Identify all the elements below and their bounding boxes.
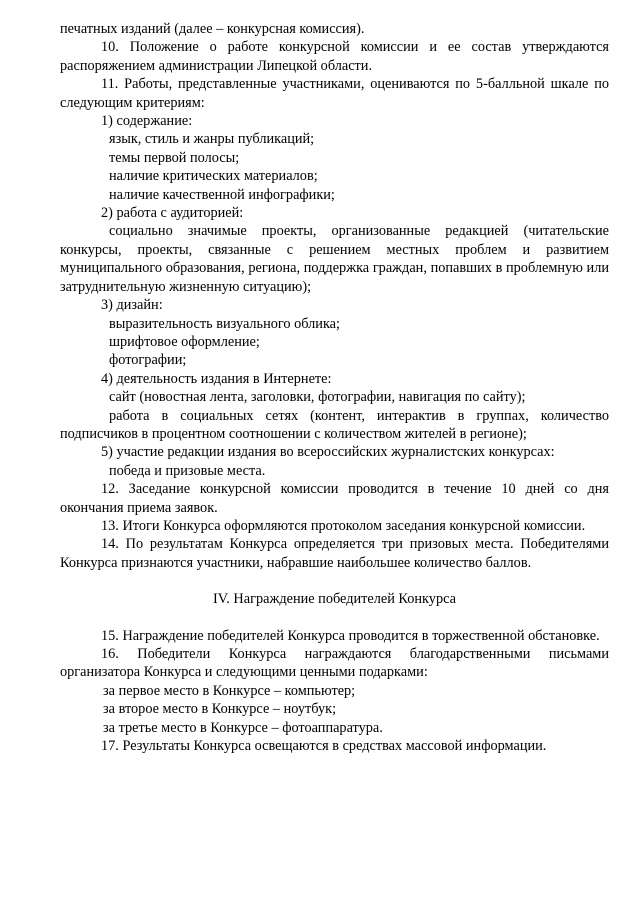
paragraph-continuation: печатных изданий (далее – конкурсная комиссия). [60,21,365,37]
criterion-3-item: шрифтовое оформление; [109,333,260,350]
criterion-1-item: темы первой полосы; [109,149,240,166]
prize-item: за третье место в Конкурсе – фотоаппаратура. [103,719,383,736]
criterion-4-item: работа в социальных сетях (контент, интерактив в группах, количество подписчиков в процентном соотношении с количеством жителей в регионе); [60,407,609,442]
paragraph-16: 16. Победители Конкурса награждаются благодарственными письмами организатора Конкурса и следующими ценными подарками: [60,646,609,681]
criterion-3-item: выразительность визуального облика; [109,315,341,332]
document-body [60,20,609,755]
prize-item: за второе место в Конкурсе – ноутбук; [103,701,337,718]
section-heading: IV. Награждение победителей Конкурса [213,591,456,608]
prize-item: за первое место в Конкурсе – компьютер; [103,682,356,699]
criterion-2-item: социально значимые проекты, организованные редакцией (читательские конкурсы, проекты, связанные с решением местных проблем и развитием муниципального образования, региона, поддержка граждан, попавших в проблемную или затруднительную жизненную ситуацию); [60,223,609,295]
paragraph-17: 17. Результаты Конкурса освещаются в средствах массовой информации. [101,738,547,755]
paragraph-12: 12. Заседание конкурсной комиссии проводится в течение 10 дней со дня окончания приема заявок. [60,481,609,516]
paragraph-11: 11. Работы, представленные участниками, оцениваются по 5-балльной шкале по следующим критериям: [60,76,609,111]
criterion-2-heading: 2) работа с аудиторией: [101,205,244,222]
criterion-3-item: фотографии; [109,352,187,369]
criterion-4-item: сайт (новостная лента, заголовки, фотографии, навигация по сайту); [109,389,526,406]
paragraph-10: 10. Положение о работе конкурсной комиссии и ее состав утверждаются распоряжением администрации Липецкой области. [60,39,609,74]
paragraph-15: 15. Награждение победителей Конкурса проводится в торжественной обстановке. [101,627,600,644]
criterion-1-heading: 1) содержание: [101,113,193,130]
criterion-1-item: наличие критических материалов; [109,168,318,185]
criterion-4-heading: 4) деятельность издания в Интернете: [101,370,332,387]
paragraph-13: 13. Итоги Конкурса оформляются протоколом заседания конкурсной комиссии. [101,517,586,534]
criterion-5-item: победа и призовые места. [109,462,266,479]
paragraph-14: 14. По результатам Конкурса определяется три призовых места. Победителями Конкурса признаются участники, набравшие наибольшее количество баллов. [60,536,609,571]
criterion-5-heading: 5) участие редакции издания во всероссийских журналистских конкурсах: [101,444,555,461]
criterion-1-item: язык, стиль и жанры публикаций; [109,131,315,148]
criterion-3-heading: 3) дизайн: [101,297,163,314]
criterion-1-item: наличие качественной инфографики; [109,186,335,203]
